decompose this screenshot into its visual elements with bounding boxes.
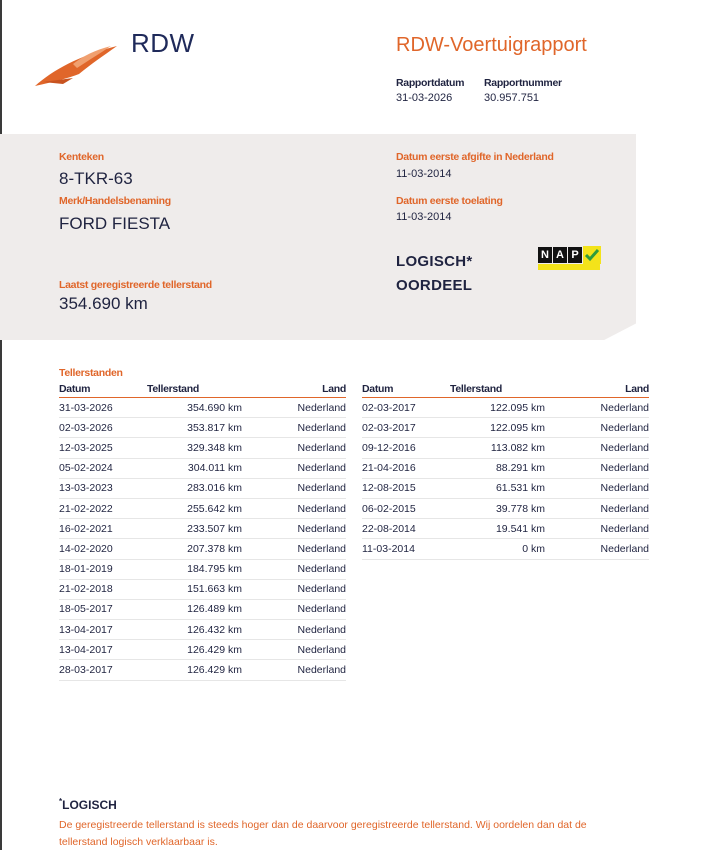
row-land: Nederland <box>297 542 346 555</box>
table-row <box>362 438 649 458</box>
page-edge <box>0 0 2 850</box>
row-tellerstand: 126.429 km <box>187 664 242 677</box>
row-date: 02-03-2017 <box>362 421 416 434</box>
row-tellerstand: 151.663 km <box>187 583 242 596</box>
verdict-line1: LOGISCH* <box>396 253 473 270</box>
row-land: Nederland <box>297 664 346 677</box>
row-date: 18-05-2017 <box>59 603 113 616</box>
header-land: Land <box>625 383 649 395</box>
afgifte-value: 11-03-2014 <box>396 168 452 180</box>
row-land: Nederland <box>297 462 346 475</box>
row-date: 14-02-2020 <box>59 542 113 555</box>
header-tellerstand: Tellerstand <box>450 383 502 395</box>
tellerstanden-title: Tellerstanden <box>59 367 123 379</box>
header-tellerstand: Tellerstand <box>147 383 199 395</box>
row-land: Nederland <box>297 502 346 515</box>
row-tellerstand: 233.507 km <box>187 522 242 535</box>
table-row <box>59 580 346 600</box>
toelating-value: 11-03-2014 <box>396 211 452 223</box>
row-land: Nederland <box>600 542 649 555</box>
footnote-title-text: LOGISCH <box>62 798 117 812</box>
afgifte-label: Datum eerste afgifte in Nederland <box>396 151 554 163</box>
tellerstand-label: Laatst geregistreerde tellerstand <box>59 279 212 291</box>
table-row <box>362 519 649 539</box>
row-land: Nederland <box>600 482 649 495</box>
row-tellerstand: 19.541 km <box>495 522 545 535</box>
footnote-marker: * <box>59 797 63 806</box>
row-tellerstand: 122.095 km <box>490 421 545 434</box>
row-date: 11-03-2014 <box>362 542 415 555</box>
row-date: 13-04-2017 <box>59 623 113 636</box>
row-tellerstand: 122.095 km <box>490 401 545 414</box>
row-land: Nederland <box>297 583 346 596</box>
table-row <box>59 519 346 539</box>
row-land: Nederland <box>297 603 346 616</box>
rapportdatum-label: Rapportdatum <box>396 77 465 89</box>
row-date: 21-04-2016 <box>362 462 416 475</box>
row-tellerstand: 255.642 km <box>187 502 242 515</box>
table-row <box>362 398 649 418</box>
table-row <box>59 600 346 620</box>
table-row <box>362 499 649 519</box>
row-tellerstand: 207.378 km <box>187 542 242 555</box>
table-row <box>59 479 346 499</box>
row-tellerstand: 329.348 km <box>187 441 242 454</box>
rdw-logo-icon <box>33 42 119 88</box>
row-land: Nederland <box>297 482 346 495</box>
table-row <box>59 539 346 559</box>
nap-letter-n: N <box>538 247 552 263</box>
row-land: Nederland <box>600 401 649 414</box>
merk-label: Merk/Handelsbenaming <box>59 195 171 207</box>
row-tellerstand: 304.011 km <box>187 462 242 475</box>
table-row <box>59 660 346 680</box>
row-land: Nederland <box>297 401 346 414</box>
row-date: 18-01-2019 <box>59 563 113 576</box>
row-date: 12-03-2025 <box>59 441 113 454</box>
table-row <box>59 620 346 640</box>
row-land: Nederland <box>600 522 649 535</box>
row-land: Nederland <box>297 623 346 636</box>
row-land: Nederland <box>297 643 346 656</box>
row-land: Nederland <box>297 441 346 454</box>
table-row <box>59 438 346 458</box>
row-land: Nederland <box>297 563 346 576</box>
table-row <box>59 398 346 418</box>
row-tellerstand: 61.531 km <box>495 482 545 495</box>
kenteken-value: 8-TKR-63 <box>59 169 133 188</box>
rapportdatum-value: 31-03-2026 <box>396 92 453 104</box>
table-row <box>59 459 346 479</box>
brand-name: RDW <box>131 28 195 58</box>
report-title: RDW-Voertuigrapport <box>396 34 587 56</box>
table-row <box>362 539 649 559</box>
row-tellerstand: 39.778 km <box>495 502 545 515</box>
row-land: Nederland <box>600 421 649 434</box>
row-date: 28-03-2017 <box>59 664 113 677</box>
row-land: Nederland <box>600 462 649 475</box>
tellerstand-value: 354.690 km <box>59 294 148 313</box>
table-header <box>59 383 346 398</box>
nap-badge <box>538 247 601 265</box>
row-tellerstand: 113.082 km <box>490 441 545 454</box>
row-date: 09-12-2016 <box>362 441 416 454</box>
row-tellerstand: 126.429 km <box>187 643 242 656</box>
table-row <box>362 459 649 479</box>
row-date: 02-03-2026 <box>59 421 113 434</box>
row-tellerstand: 126.489 km <box>187 603 242 616</box>
footnote-title <box>59 797 117 812</box>
verdict <box>396 250 473 298</box>
header-datum: Datum <box>59 383 91 395</box>
table-row <box>362 418 649 438</box>
rapportnummer-label: Rapportnummer <box>484 77 562 89</box>
row-land: Nederland <box>600 502 649 515</box>
row-date: 12-08-2015 <box>362 482 416 495</box>
row-tellerstand: 354.690 km <box>187 401 242 414</box>
row-tellerstand: 184.795 km <box>187 563 242 576</box>
row-date: 13-03-2023 <box>59 482 113 495</box>
verdict-line2: OORDEEL <box>396 277 473 294</box>
table-row <box>59 499 346 519</box>
table-header <box>362 383 649 398</box>
row-date: 06-02-2015 <box>362 502 416 515</box>
row-date: 21-02-2018 <box>59 583 113 596</box>
table-row <box>362 479 649 499</box>
row-tellerstand: 126.432 km <box>187 623 242 636</box>
footnote-text: De geregistreerde tellerstand is steeds hoger dan de daarvoor geregistreerde tellerstand. Wij oordelen dan dat de tellerstand logisch verklaarbaar is. <box>59 819 587 848</box>
row-date: 31-03-2026 <box>59 401 113 414</box>
row-date: 22-08-2014 <box>362 522 416 535</box>
nap-letter-a: A <box>553 247 567 263</box>
row-date: 05-02-2024 <box>59 462 113 475</box>
table-row <box>59 640 346 660</box>
table-row <box>59 560 346 580</box>
row-land: Nederland <box>297 522 346 535</box>
row-tellerstand: 353.817 km <box>187 421 242 434</box>
row-date: 16-02-2021 <box>59 522 113 535</box>
merk-value: FORD FIESTA <box>59 214 171 233</box>
row-land: Nederland <box>297 421 346 434</box>
row-tellerstand: 283.016 km <box>187 482 242 495</box>
checkmark-icon <box>583 246 601 264</box>
row-land: Nederland <box>600 441 649 454</box>
header-datum: Datum <box>362 383 394 395</box>
row-tellerstand: 88.291 km <box>495 462 545 475</box>
tellerstanden-table-left <box>59 383 346 681</box>
row-date: 21-02-2022 <box>59 502 113 515</box>
tellerstanden-table-right <box>362 383 649 560</box>
rapportnummer-value: 30.957.751 <box>484 92 540 104</box>
toelating-label: Datum eerste toelating <box>396 195 503 207</box>
row-date: 13-04-2017 <box>59 643 113 656</box>
row-tellerstand: 0 km <box>522 542 545 555</box>
nap-letter-p: P <box>568 247 582 263</box>
kenteken-label: Kenteken <box>59 151 104 163</box>
header-land: Land <box>322 383 346 395</box>
row-date: 02-03-2017 <box>362 401 416 414</box>
table-row <box>59 418 346 438</box>
